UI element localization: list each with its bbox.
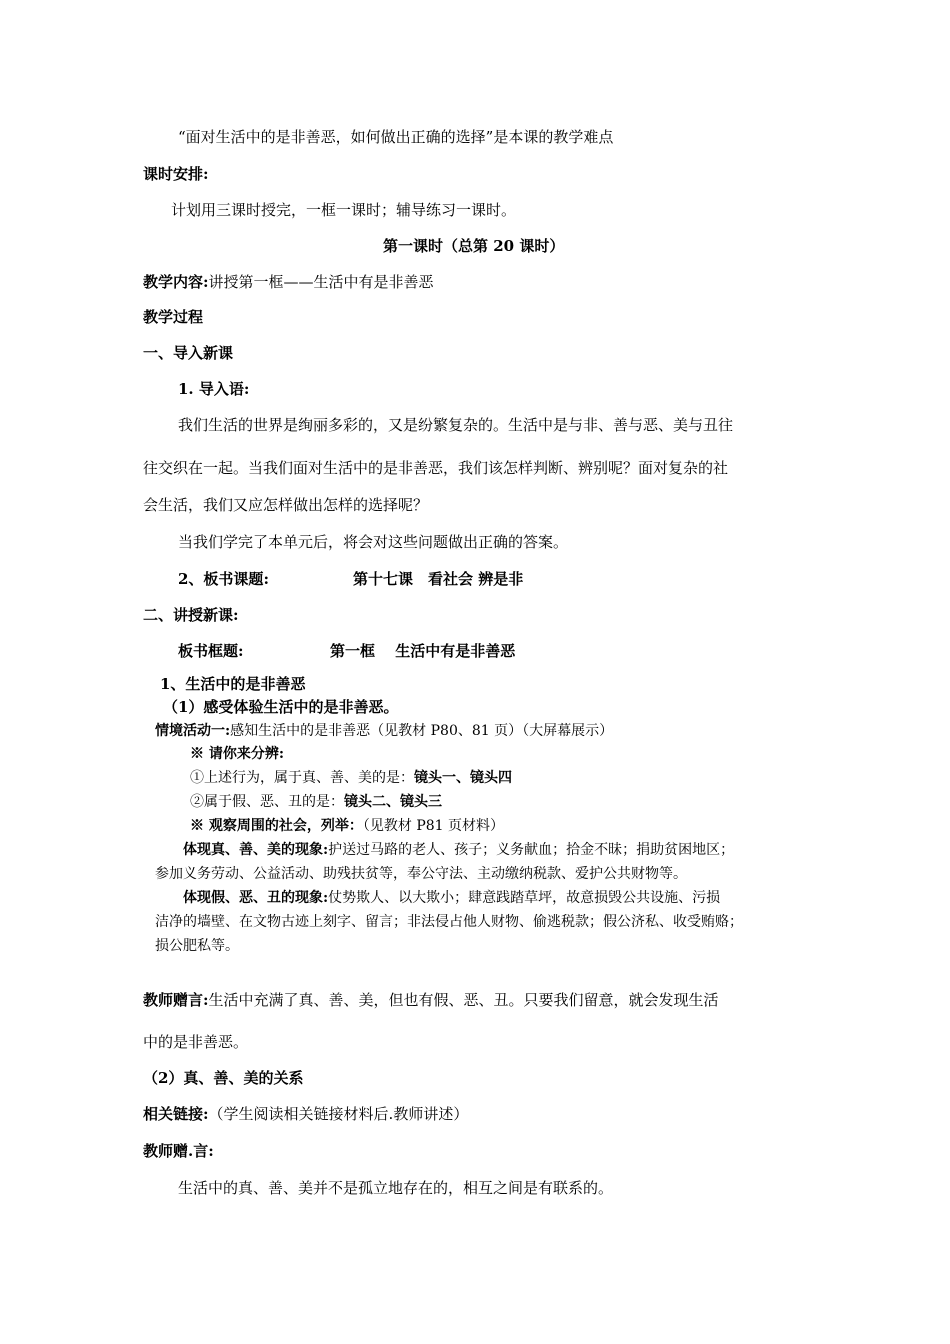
text-line: 我们生活的世界是绚丽多彩的，又是纷繁复杂的。生活中是与非、善与恶、美与丑往 bbox=[178, 416, 734, 434]
text-line: “面对生活中的是非善恶，如何做出正确的选择”是本课的教学难点 bbox=[178, 128, 614, 146]
text-line bbox=[190, 768, 512, 788]
value: 护送过马路的老人、孩子；义务献血；拾金不昧；捐助贫困地区； bbox=[328, 842, 735, 858]
label: 教学内容: bbox=[143, 273, 209, 291]
label: 体现假、恶、丑的现象: bbox=[183, 890, 329, 906]
lesson-title: 第一课时（总第 20 课时） bbox=[383, 237, 565, 255]
text-line bbox=[155, 721, 613, 741]
text-line: 参加义务劳动、公益活动、助残扶贫等，奉公守法、主动缴纳税款、爱护公共财物等。 bbox=[155, 866, 687, 882]
sub-heading: 1、生活中的是非善恶 bbox=[160, 675, 306, 693]
label: 相关链接: bbox=[143, 1105, 209, 1123]
text-line bbox=[183, 840, 734, 860]
value: 仗势欺人、以大欺小；肆意践踏草坪，故意损毁公共设施、污损 bbox=[328, 890, 721, 906]
value: ①上述行为，属于真、善、美的是： bbox=[190, 770, 414, 786]
label: 镜头一、镜头四 bbox=[414, 770, 512, 786]
text-line bbox=[143, 1104, 468, 1124]
label: ※ 观察周围的社会，列举： bbox=[190, 818, 363, 834]
value: 感知生活中的是非善恶（见教材 P80、81 页）（大屏幕展示） bbox=[230, 723, 614, 739]
text-line: 生活中的真、善、美并不是孤立地存在的，相互之间是有联系的。 bbox=[178, 1179, 614, 1197]
text-line bbox=[190, 792, 442, 812]
text-line: 往交织在一起。当我们面对生活中的是非善恶，我们该怎样判断、辨别呢？面对复杂的社 bbox=[143, 459, 729, 477]
sub-heading: （2）真、善、美的关系 bbox=[143, 1069, 304, 1087]
sub-heading: 1. 导入语: bbox=[178, 380, 250, 398]
text-line bbox=[183, 888, 720, 908]
section-heading: 教学过程 bbox=[143, 308, 204, 326]
label: 镜头二、镜头三 bbox=[344, 794, 442, 810]
section-heading: 课时安排: bbox=[143, 165, 209, 183]
text-line bbox=[143, 990, 719, 1010]
value: （学生阅读相关链接材料后.教师讲述） bbox=[208, 1105, 469, 1123]
sub-heading: 2、板书课题: bbox=[178, 570, 269, 588]
sub-heading: 教师赠.言: bbox=[143, 1142, 214, 1160]
label: 教师赠言: bbox=[143, 991, 209, 1009]
text-line: 洁净的墙壁、在文物古迹上刻字、留言；非法侵占他人财物、偷逃税款；假公济私、收受贿赂； bbox=[155, 914, 743, 930]
value: 讲授第一框——生活中有是非善恶 bbox=[208, 273, 434, 291]
text-line bbox=[190, 816, 504, 836]
frame-title: 第一框 生活中有是非善恶 bbox=[330, 642, 516, 660]
text-line bbox=[143, 272, 434, 292]
text-line: 中的是非善恶。 bbox=[143, 1033, 249, 1051]
text-line: 当我们学完了本单元后，将会对这些问题做出正确的答案。 bbox=[178, 533, 569, 551]
value: ②属于假、恶、丑的是： bbox=[190, 794, 344, 810]
text-line: ※ 请你来分辨: bbox=[190, 746, 285, 762]
section-heading: 一、导入新课 bbox=[143, 344, 234, 362]
section-heading: 二、讲授新课: bbox=[143, 606, 239, 624]
value: （见教材 P81 页材料） bbox=[362, 818, 505, 834]
text-line: 计划用三课时授完，一框一课时；辅导练习一课时。 bbox=[171, 201, 517, 219]
label: 情境活动一: bbox=[155, 723, 231, 739]
value: 生活中充满了真、善、美，但也有假、恶、丑。只要我们留意，就会发现生活 bbox=[208, 991, 719, 1009]
sub-heading: 板书框题: bbox=[178, 642, 244, 660]
text-line: 会生活，我们又应怎样做出怎样的选择呢？ bbox=[143, 496, 429, 514]
sub-heading: （1）感受体验生活中的是非善恶。 bbox=[163, 698, 399, 716]
text-line: 损公肥私等。 bbox=[155, 938, 239, 954]
label: 体现真、善、美的现象: bbox=[183, 842, 329, 858]
lesson-subject: 第十七课 看社会 辨是非 bbox=[353, 570, 524, 588]
